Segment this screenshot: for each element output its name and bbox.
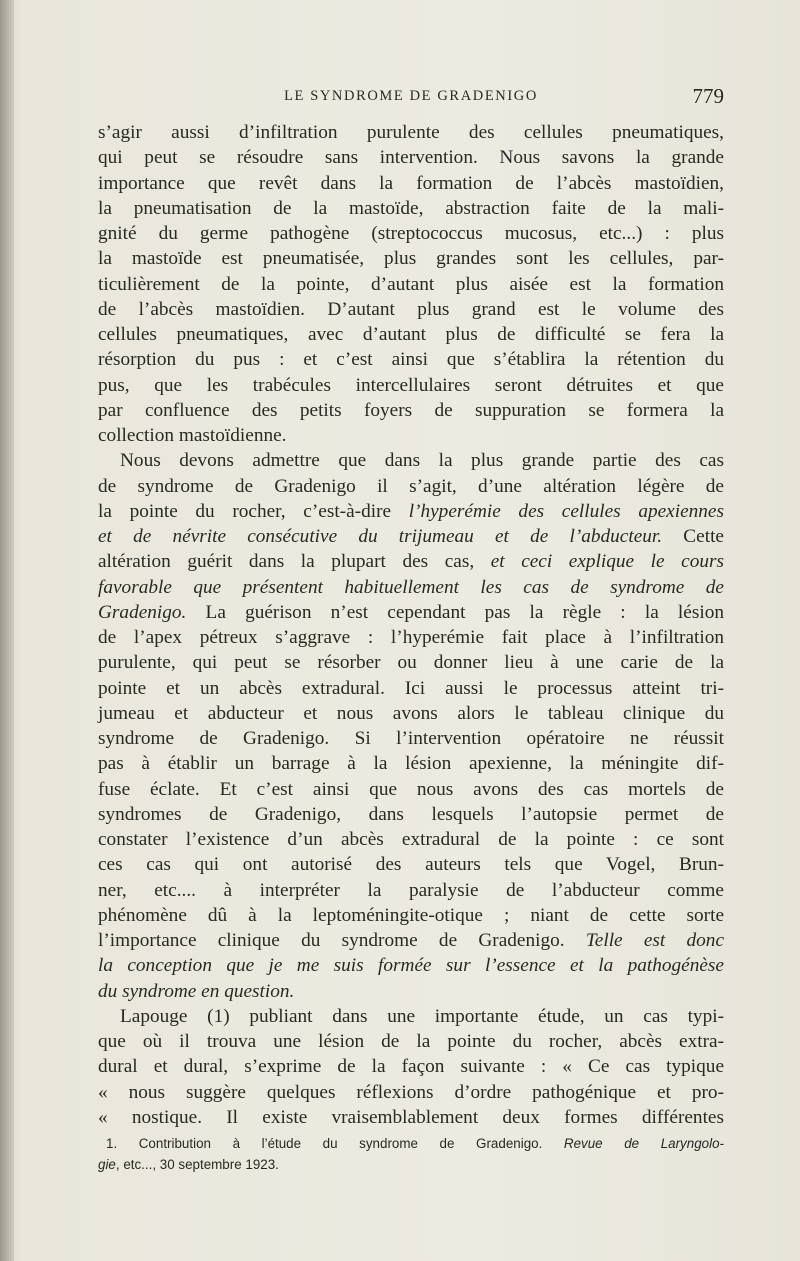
text-line xyxy=(98,928,724,953)
text-line: de syndrome de Gradenigo il s’agit, d’une altération légère de xyxy=(98,475,724,497)
text-line: qui peut se résoudre sans intervention. Nous savons la grande xyxy=(98,147,724,169)
text-line: pas à établir un barrage à la lésion apexienne, la méningite dif- xyxy=(98,753,724,775)
paragraph-2 xyxy=(98,448,724,1004)
text-line: gnité du germe pathogène (streptococcus mucosus, etc...) : plus xyxy=(98,223,724,244)
text-line: ticulièrement de la pointe, d’autant plus aisée est la formation xyxy=(98,273,724,295)
footnote-line xyxy=(98,1154,724,1175)
italic-span: Gradenigo. xyxy=(98,601,187,623)
page-number: 779 xyxy=(692,84,724,108)
italic-span: Revue de Laryngolo- xyxy=(563,1136,724,1151)
paragraph-1 xyxy=(98,120,724,448)
text-line: favorable que présentent habituellement les cas de syndrome de xyxy=(98,576,724,598)
binding-gutter xyxy=(0,0,14,1261)
text-line: de l’abcès mastoïdien. D’autant plus grand est le volume des xyxy=(98,298,724,320)
text-line: fuse éclate. Et c’est ainsi que nous avons des cas mortels de xyxy=(98,778,724,800)
text-span: l’importance clinique du syndrome de Gradenigo. xyxy=(98,930,586,951)
text-line: par confluence des petits foyers de suppuration se formera la xyxy=(98,399,724,421)
text-line: ces cas qui ont autorisé des auteurs tels que Vogel, Brun- xyxy=(98,854,724,876)
text-line: jumeau et abducteur et nous avons alors le tableau clinique du xyxy=(98,702,724,724)
text-span: , etc..., 30 septembre 1923. xyxy=(115,1157,279,1172)
text-line: cellules pneumatiques, avec d’autant plus de difficulté se fera la xyxy=(98,324,724,345)
text-span: La guérison n’est cependant pas la règle : la lésion xyxy=(186,601,724,623)
text-line: purulente, qui peut se résorber ou donner lieu à une carie de la xyxy=(98,652,724,674)
text-line: Lapouge (1) publiant dans une importante étude, un cas typi- xyxy=(120,1005,724,1027)
text-line: phénomène dû à la leptoméningite-otique ; niant de cette sorte xyxy=(98,904,724,926)
text-line: « nous suggère quelques réflexions d’ordre pathogénique et pro- xyxy=(98,1081,724,1103)
running-title: LE SYNDROME DE GRADENIGO xyxy=(284,88,538,104)
text-line: Nous devons admettre que dans la plus grande partie des cas xyxy=(120,450,724,472)
text-line: syndromes de Gradenigo, dans lesquels l’autopsie permet de xyxy=(98,803,724,825)
text-span: altération guérit dans la plupart des cas, xyxy=(98,551,491,573)
footnote-line xyxy=(98,1133,724,1154)
text-span: la pointe du rocher, c’est-à-dire xyxy=(98,500,409,522)
text-line: de l’apex pétreux s’aggrave : l’hyperémie fait place à l’infiltration xyxy=(98,627,724,648)
text-line xyxy=(98,549,724,574)
text-line: ner, etc.... à interpréter la paralysie de l’abducteur comme xyxy=(98,879,724,901)
text-line: pointe et un abcès extradural. Ici aussi le processus atteint tri- xyxy=(98,677,724,699)
text-line: constater l’existence d’un abcès extradural de la pointe : ce sont xyxy=(98,829,724,850)
text-span: 1. Contribution à l’étude du syndrome de Gradenigo. xyxy=(106,1136,564,1151)
page-header xyxy=(98,84,724,110)
text-line: s’agir aussi d’infiltration purulente des cellules pneumatiques, xyxy=(98,122,724,143)
footnote xyxy=(98,1133,724,1175)
text-line: dural et dural, s’exprime de la façon suivante : « Ce cas typique xyxy=(98,1056,724,1078)
text-line: la conception que je me suis formée sur l’essence et la pathogénèse xyxy=(98,955,724,977)
text-line xyxy=(98,524,724,549)
text-line: syndrome de Gradenigo. Si l’intervention opératoire ne réussit xyxy=(98,728,724,749)
text-line xyxy=(98,499,724,524)
text-line: la mastoïde est pneumatisée, plus grandes sont les cellules, par- xyxy=(98,248,724,270)
text-line: « nostique. Il existe vraisemblablement deux formes différentes xyxy=(98,1106,724,1128)
paragraph-3 xyxy=(98,1004,724,1130)
text-line: collection mastoïdienne. xyxy=(98,425,287,446)
italic-span: gie xyxy=(98,1157,116,1172)
text-line: pus, que les trabécules intercellulaires seront détruites et que xyxy=(98,374,724,396)
italic-span: et de névrite consécutive du trijumeau et de l’abducteur. xyxy=(98,526,663,547)
italic-span: et ceci explique le cours xyxy=(490,551,724,573)
text-line: résorption du pus : et c’est ainsi que s’établira la rétention du xyxy=(98,349,724,371)
body-text xyxy=(98,120,724,1130)
text-line: importance que revêt dans la formation de l’abcès mastoïdien, xyxy=(98,172,724,194)
text-line xyxy=(98,600,724,625)
italic-span: l’hyperémie des cellules apexiennes xyxy=(408,500,724,522)
text-span: Cette xyxy=(662,526,724,547)
italic-span: Telle est donc xyxy=(585,930,725,951)
text-line: la pneumatisation de la mastoïde, abstraction faite de la mali- xyxy=(98,197,724,219)
text-line: du syndrome en question. xyxy=(98,980,295,1002)
text-line: que où il trouva une lésion de la pointe du rocher, abcès extra- xyxy=(98,1031,724,1052)
